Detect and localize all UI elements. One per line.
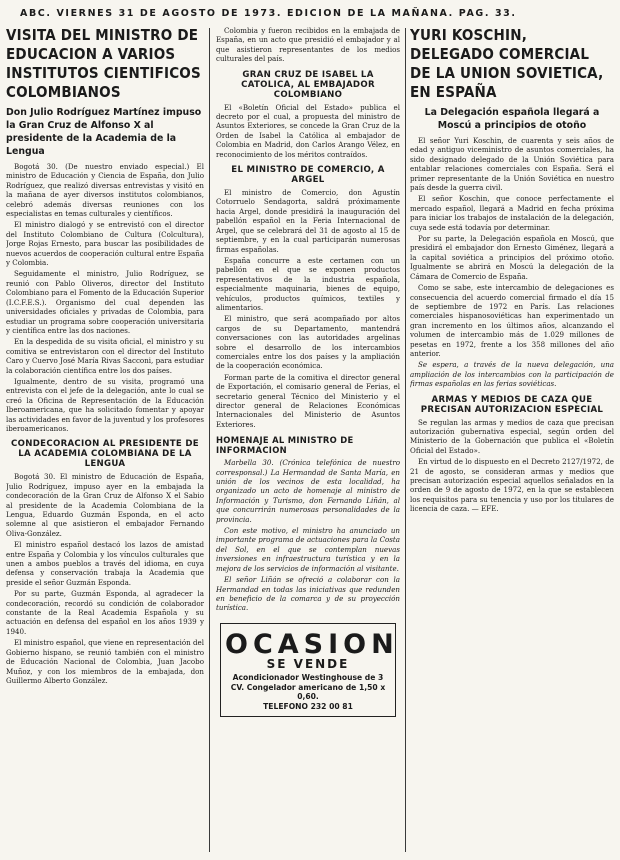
article-paragraph: Forman parte de la comitiva el director general de Exportación, el comisario general de Ferias, el secretario general Técnico del Ministerio y el director general de Relaciones Económicas Internacionales del Ministerio de Asuntos Exteriores.	[216, 372, 400, 429]
column-rule	[209, 28, 210, 852]
article-paragraph: Bogotá 30. (De nuestro enviado especial.) El ministro de Educación y Ciencia de España, don Julio Rodríguez, que realizó diversas entrevistas y visitó en la mañana de ayer diversos institutos colombianos, celebró además diversas reuniones con los especialistas en temas culturales y científicos.	[6, 162, 204, 219]
article-paragraph: En la despedida de su visita oficial, el ministro y su comitiva se entrevistaron con el director del Instituto Caro y Cuervo José María Rivas Sacconi, para estudiar la colaboración científica entre los dos países.	[6, 337, 204, 375]
section-heading-gran-cruz-isabel: GRAN CRUZ DE ISABEL LA CATOLICA, AL EMBAJADOR COLOMBIANO	[241, 69, 375, 100]
subhead-gran-cruz-alfonso: Don Julio Rodríguez Martínez impuso la Gran Cruz de Alfonso X al presidente de la Academia de la Lengua	[6, 107, 202, 157]
column-3	[410, 26, 614, 854]
article-paragraph: El ministro, que será acompañado por altos cargos de su Departamento, mantendrá conversaciones con las autoridades argelinas sobre el desarrollo de los intercambios comerciales entre los dos países y la ampliación de la cooperación económica.	[216, 314, 400, 371]
headline-yuri-koschin: YURI KOSCHIN, DELEGADO COMERCIAL DE LA UNION SOVIETICA, EN ESPAÑA	[410, 26, 604, 101]
headline-ministro-educacion: VISITA DEL MINISTRO DE EDUCACION A VARIOS INSTITUTOS CIENTIFICOS COLOMBIANOS	[6, 26, 201, 101]
article-paragraph: El ministro español, que viene en representación del Gobierno hispano, se reunió también con el ministro de Educación Nacional de Colombia, Juan Jacobo Muñoz, y con los miembros de la embajada, don Guillermo Alberto González.	[6, 638, 204, 685]
italic-article	[216, 458, 400, 613]
article-paragraph: España concurre a este certamen con un pabellón en el que se exponen productos representativos de la industria española, especialmente maquinaria, bienes de equipo, vehículos, productos químicos, textiles y alimentarios.	[216, 255, 400, 312]
article-paragraph: Seguidamente el ministro, Julio Rodríguez, se reunió con Pablo Oliveros, director del Instituto Colombiano para el Fomento de la Educación Superior (I.C.F.E.S.). Organismo del cual dependen las universidades oficiales y privadas de Colombia, para estudiar un programa sobre cooperación universitaria y científica entre las dos naciones.	[6, 269, 204, 335]
article-paragraph: El ministro dialogó y se entrevistó con el director del Instituto Colombiano de Cultura (Colcultura), Jorge Rojas Ernesto, para buscar las posibilidades de nuevos acuerdos de cooperación cultural entre España y Colombia.	[6, 220, 204, 268]
article-paragraph: Por su parte, la Delegación española en Moscú, que presidirá el embajador don Ernesto Giménez, llegará a la capital soviética a principios del próximo otoño. Igualmente se abrirá en Moscú la delegación de la Cámara de Comercio de España.	[410, 234, 614, 281]
article-paragraph: Marbella 30. (Crónica telefónica de nuestro corresponsal.) La Hermandad de Santa María, en unión de los vecinos de esta localidad, ha organizado un acto de homenaje al ministro de Información y Turismo, don Fernando Liñán, al que concurrirán numerosas personalidades de la provincia.	[216, 458, 400, 524]
article-paragraph: Por su parte, Guzmán Esponda, al agradecer la condecoración, recordó su condición de colaborador constante de la Real Academia Española y su actuación en defensa del español en los años 1939 y 1940.	[6, 589, 204, 636]
section-heading-condecoracion: CONDECORACION AL PRESIDENTE DE LA ACADEMIA COLOMBIANA DE LA LENGUA	[11, 439, 199, 470]
article-paragraph: Como se sabe, este intercambio de delegaciones es consecuencia del acuerdo comercial firmado el día 15 de septiembre de 1972 en París. Las relaciones comerciales hispanosoviéticas han experimentado un gran incremento en los últimos años, alcanzando el volumen de intercambio más de 1.029 millones de pesetas en 1972, frente a los 358 millones del año anterior.	[410, 283, 614, 358]
article-paragraph: El ministro de Comercio, don Agustín Cotorruelo Sendagorta, saldrá próximamente hacia Argel, donde presidirá la inauguración del pabellón español en la Feria Internacional de Argel, que se celebrará del 31 de agosto al 15 de septiembre, y en la cual participarán numerosas firmas españolas.	[216, 188, 400, 254]
page-header: ABC. VIERNES 31 DE AGOSTO DE 1973. EDICION DE LA MAÑANA. PAG. 33.	[20, 8, 517, 19]
subhead-delegacion-moscu: La Delegación española llegará a Moscú a principios de otoño	[424, 107, 600, 131]
article-paragraph: El señor Yuri Koschin, de cuarenta y seis años de edad y antiguo viceministro de asuntos comerciales, ha sido designado delegado de la Unión Soviética para entablar relaciones comerciales con España. Será el primer representante de la Unión Soviética en nuestro país desde la guerra civil.	[410, 136, 614, 193]
ad-phone: TELEFONO 232 00 81	[263, 701, 353, 711]
article-paragraph: Colombia y fueron recibidos en la embajada de España, en un acto que presidió el embajador y al que asistieron representantes de los medios culturales del país.	[216, 26, 400, 64]
article-paragraph: El ministro español destacó los lazos de amistad entre España y Colombia y los vínculos culturales que unen a ambos pueblos a través del idioma, en cuya defensa y conservación trabaja la Academia que preside el señor Guzmán Esponda.	[6, 540, 204, 587]
ad-body: Acondicionador Westinghouse de 3 CV. Congelador americano de 1,50 x 0,60.	[230, 673, 386, 702]
article-paragraph: Igualmente, dentro de su visita, programó una entrevista con el jefe de la delegación, ante lo cual se creó la Oficina de Representación de la Educación Iberoamericana, que ha solicitado fomentar y apoyar las actividades en favor de la juventud y los profesores iberoamericanos.	[6, 376, 204, 433]
ad-subtitle: SE VENDE	[266, 656, 350, 671]
ad-title: OCASION	[225, 628, 399, 660]
section-heading-homenaje: HOMENAJE AL MINISTRO DE INFORMACION	[216, 435, 354, 456]
article-paragraph: El «Boletín Oficial del Estado» publica el decreto por el cual, a propuesta del ministro de Asuntos Exteriores, se concede la Gran Cruz de la Orden de Isabel la Católica al embajador de Colombia en Madrid, don Carlos Arango Vélez, en reconocimiento de los méritos contraídos.	[216, 102, 400, 159]
article-paragraph: Se espera, a través de la nueva delegación, una ampliación de los intercambios con la participación de firmas españolas en las ferias soviéticas.	[410, 360, 614, 389]
article-paragraph: Bogotá 30. El ministro de Educación de España, Julio Rodríguez, impuso ayer en la embajada la condecoración de la Gran Cruz de Alfonso X el Sabio al presidente de la Academia Colombiana de la Lengua, Eduardo Guzmán Esponda, en el acto solemne al que asistieron el embajador Fernando Oliva-González.	[6, 472, 204, 538]
article-paragraph: Con este motivo, el ministro ha anunciado un importante programa de actuaciones para la Costa del Sol, en el que se contemplan nuevas inversiones en infraestructura turística y en la mejora de los servicios de información al visitante.	[216, 526, 400, 573]
article-paragraph: El señor Liñán se ofreció a colaborar con la Hermandad en todas las iniciativas que redunden en beneficio de la comarca y de su proyección turística.	[216, 575, 400, 613]
article-paragraph: Se regulan las armas y medios de caza que precisan autorización gubernativa especial, según orden del Ministerio de la Gobernación que publica el «Boletín Oficial del Estado».	[410, 417, 614, 455]
section-heading-armas-caza: ARMAS Y MEDIOS DE CAZA QUE PRECISAN AUTORIZACION ESPECIAL	[420, 394, 604, 415]
section-heading-ministro-comercio: EL MINISTRO DE COMERCIO, A ARGEL	[231, 165, 385, 186]
column-2	[216, 26, 400, 854]
column-rule	[405, 28, 406, 852]
italic-article	[410, 360, 614, 388]
classified-ad-box	[220, 623, 399, 717]
article-paragraph: El señor Koschin, que conoce perfectamente el mercado español, llegará a Madrid en fecha próxima para iniciar los trabajos de instalación de la delegación, cuya sede está todavía por determinar.	[410, 194, 614, 232]
column-1	[6, 26, 204, 854]
article-paragraph: En virtud de lo dispuesto en el Decreto 2127/1972, de 21 de agosto, se consideran armas y medios que precisan autorización especial aquellos señalados en la orden de 9 de agosto de 1972, en la que se establecen los requisitos para su tenencia y uso por los titulares de licencia de caza. — EFE.	[410, 457, 614, 514]
